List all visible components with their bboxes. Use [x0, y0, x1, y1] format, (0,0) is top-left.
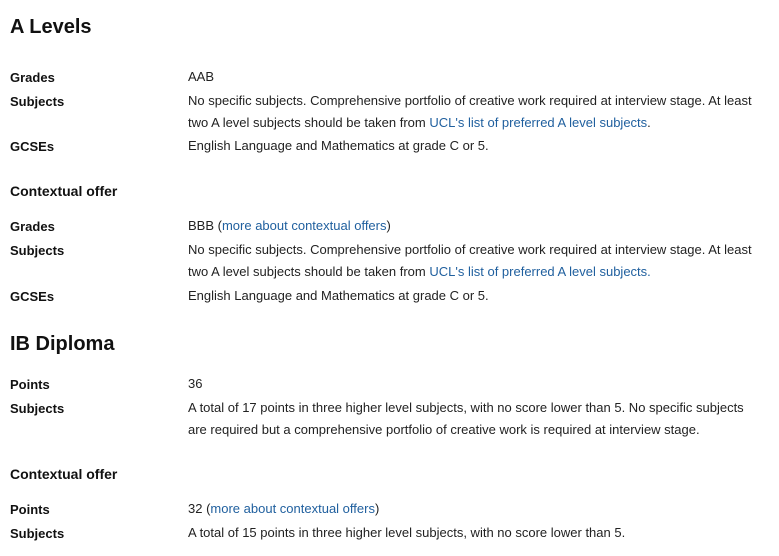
contextual-gcses-label: GCSEs	[10, 289, 55, 304]
ib-contextual-points-value	[188, 498, 758, 520]
ib-subjects-label: Subjects	[10, 401, 65, 416]
subjects-text: No specific subjects. Comprehensive portfolio of creative work required at interview stage. At least two A level subjects should be taken from	[188, 93, 752, 130]
contextual-grades-value	[188, 215, 758, 237]
ib-contextual-subjects-value: A total of 15 points in three higher level subjects, with no score lower than 5.	[188, 525, 626, 540]
subjects-value	[188, 90, 758, 134]
ib-points-label: Points	[10, 377, 50, 392]
paren-open: (	[214, 218, 222, 233]
ib-contextual-offers-link[interactable]: more about contextual offers	[210, 501, 375, 516]
ib-contextual-points-label: Points	[10, 502, 50, 517]
grades-label: Grades	[10, 70, 55, 85]
ib-contextual-subjects-label: Subjects	[10, 526, 65, 541]
ib-paren-open: (	[202, 501, 211, 516]
gcses-value: English Language and Mathematics at grade C or 5.	[188, 138, 489, 153]
contextual-offers-link[interactable]: more about contextual offers	[221, 218, 387, 233]
ib-subjects-value: A total of 17 points in three higher level subjects, with no score lower than 5. No specific subjects are required but a comprehensive portfolio of creative work is required at interview stage.	[188, 400, 744, 437]
ib-paren-close: )	[374, 501, 380, 516]
grades-value: AAB	[188, 69, 215, 84]
contextual-subjects-label: Subjects	[10, 243, 65, 258]
gcses-label: GCSEs	[10, 139, 55, 154]
contextual-grades-label: Grades	[10, 219, 55, 234]
contextual-gcses-value: English Language and Mathematics at grade C or 5.	[188, 288, 489, 303]
ib-contextual-heading: Contextual offer	[10, 466, 118, 482]
a-levels-contextual-heading: Contextual offer	[10, 183, 118, 199]
contextual-preferred-subjects-link[interactable]: UCL's list of preferred A level subjects.	[429, 264, 651, 279]
contextual-subjects-text: No specific subjects. Comprehensive portfolio of creative work required at interview stage. At least two A level subjects should be taken from	[188, 242, 752, 279]
preferred-subjects-link[interactable]: UCL's list of preferred A level subjects	[429, 115, 648, 130]
subjects-end: .	[647, 115, 651, 130]
contextual-subjects-value	[188, 239, 758, 283]
contextual-grades-text: BBB	[188, 218, 215, 233]
ib-contextual-points-text: 32	[188, 501, 203, 516]
a-levels-heading: A Levels	[10, 16, 92, 38]
ib-points-value: 36	[188, 376, 203, 391]
subjects-label: Subjects	[10, 94, 65, 109]
paren-close: )	[386, 218, 391, 233]
ib-diploma-heading: IB Diploma	[10, 333, 115, 355]
